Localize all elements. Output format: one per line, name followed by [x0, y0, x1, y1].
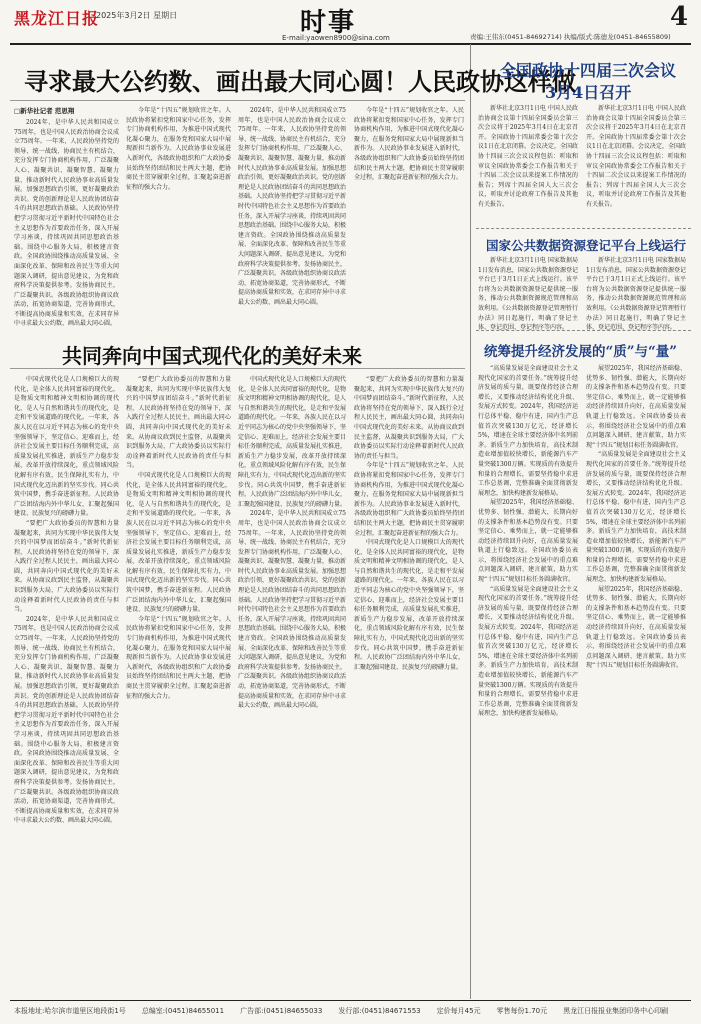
lead-body: 2024年，是中华人民共和国成立75周年，也是中国人民政治协商会议成立75周年。一年来，人民政协坚持党的领导、统一战线、协商民主有机结合，充分发挥专门协商机构作用，广泛凝聚人心、凝聚共识、凝聚智慧、凝聚力量，推动新时代人民政协事业高质量发展。加强思想政治引领，更好凝聚政治共识。党的创新理论是人民政协团结奋斗的共同思想政治基础。人民政协坚持把学习贯彻习近平新时代中国特色社会主义思想作为首要政治任务，深入开展学习座谈，持续巩固共同思想政治基础。围绕中心服务大局，积极建言资政。全国政协围绕推动高质量发展、全面深化改革、保障和改善民生等重大问题深入调研，提出意见建议，为党和政府科学决策提供参考。发扬协商民主，广泛凝聚共识。各级政协组织协商议政活动，拓宽协商渠道，完善协商形式，不断提高协商质量和实效，在求同存异中寻求最大公约数、画出最大同心圆。 [14, 119, 119, 328]
session-divider [476, 228, 691, 229]
registry-divider [476, 330, 691, 331]
footer-editorial-office: 总编室:(0451)84655011 [141, 1007, 225, 1015]
lead-rule [10, 100, 465, 101]
feature-body-extra: 2024年，是中华人民共和国成立75周年，也是中国人民政治协商会议成立75周年。一年来，人民政协坚持党的领导、统一战线、协商民主有机结合，充分发挥专门协商机构作用，广泛凝聚人心、凝聚共识、凝聚智慧、凝聚力量，推动新时代人民政协事业高质量发展。加强思想政治引领，更好凝聚政治共识。党的创新理论是人民政协团结奋斗的共同思想政治基础。人民政协坚持把学习贯彻习近平新时代中国特色社会主义思想作为首要政治任务，深入开展学习座谈，持续巩固共同思想政治基础。围绕中心服务大局，积极建言资政。全国政协围绕推动高质量发展、全面深化改革、保障和改善民生等重大问题深入调研，提出意见建议，为党和政府科学决策提供参考。发扬协商民主，广泛凝聚共识。各级政协组织协商议政活动，拓宽协商渠道，完善协商形式，不断提高协商质量和实效，在求同存异中寻求最大公约数、画出最大同心圆。 [14, 615, 119, 825]
section-title: 时事 [300, 8, 357, 38]
economy-column-1 [478, 364, 578, 994]
feature-body-col3: 中国式现代化是人口规模巨大的现代化，是全体人民共同富裕的现代化，是物质文明和精神文明相协调的现代化，是人与自然和谐共生的现代化，是走和平发展道路的现代化。一年来，各族人民在以习近平同志为核心的党中央坚强领导下，坚定信心、迎难而上，经济社会发展主要目标任务顺利完成，高质量发展扎实推进，新质生产力稳步发展，改革开放持续深化，重点领域风险化解有序有效，民生保障扎实有力，中国式现代化迈出新的坚实步伐。同心共筑中国梦，携手奋进新征程。人民政协广泛团结海内外中华儿女，汇聚起强国建设、民族复兴的磅礴力量。 [238, 376, 347, 508]
feature-body-col2: “要把广大政协委员的智慧和力量凝聚起来，共同为实现中华民族伟大复兴的中国梦而团结奋斗。”新时代新征程，人民政协将坚持在党的领导下，深入践行全过程人民民主，画出最大同心圆，共同奔向中国式现代化的美好未来。从协商议政到民主监督，从凝聚共识到服务大局，广大政协委员以实际行动诠释着新时代人民政协的责任与担当。 [126, 376, 231, 470]
footer-retail-price: 零售每份1.70元 [496, 1007, 548, 1015]
lead-column-1 [14, 106, 119, 336]
newspaper-logo: 黑龙江日报 [14, 9, 100, 28]
issue-date: 2025年3月2日 星期日 [96, 11, 178, 20]
footer-address: 本报地址:哈尔滨市道里区地段街1号 [14, 1007, 126, 1015]
feature-body-col2c: 今年是“十四五”规划收官之年。人民政协将紧扣党和国家中心任务，发挥专门协商机构作用，为推进中国式现代化凝心聚力，在服务党和国家大局中展现新担当新作为。人民政协事业发展进入新时代，各级政协组织和广大政协委员始终坚持团结和民主两大主题，把协商民主贯穿履职全过程，汇聚起奋进新征程的强大合力。 [126, 615, 231, 700]
session-column-1 [478, 104, 578, 224]
economy-body-extra: “高质量发展是全面建设社会主义现代化国家的首要任务。”统筹提升经济发展的质与量，既要保持经济合理增长，又要推动经济结构优化升级、发展方式转变。2024年，我国经济运行总体平稳、稳中有进，国内生产总值首次突破130万亿元，经济增长5%，增速在全球主要经济体中名列前茅。新质生产力加快培育，高技术制造业增加值较快增长，新能源汽车产量突破1300万辆。实现质的有效提升和量的合理增长，需要坚持稳中求进工作总基调，完整准确全面贯彻新发展理念，加快构建新发展格局。 [478, 585, 578, 718]
registry-column-2 [586, 256, 686, 332]
feature-body-col4: “要把广大政协委员的智慧和力量凝聚起来，共同为实现中华民族伟大复兴的中国梦而团结奋斗。”新时代新征程，人民政协将坚持在党的领导下，深入践行全过程人民民主，画出最大同心圆，共同奔向中国式现代化的美好未来。从协商议政到民主监督，从凝聚共识到服务大局，广大政协委员以实际行动诠释着新时代人民政协的责任与担当。 [354, 376, 464, 460]
lead-body-repeat: 2024年，是中华人民共和国成立75周年，也是中国人民政治协商会议成立75周年。一年来，人民政协坚持党的领导、统一战线、协商民主有机结合，充分发挥专门协商机构作用，广泛凝聚人心、凝聚共识、凝聚智慧、凝聚力量，推动新时代人民政协事业高质量发展。加强思想政治引领，更好凝聚政治共识。党的创新理论是人民政协团结奋斗的共同思想政治基础。人民政协坚持把学习贯彻习近平新时代中国特色社会主义思想作为首要政治任务，深入开展学习座谈，持续巩固共同思想政治基础。围绕中心服务大局，积极建言资政。全国政协围绕推动高质量发展、全面深化改革、保障和改善民生等重大问题深入调研，提出意见建议，为党和政府科学决策提供参考。发扬协商民主，广泛凝聚共识。各级政协组织协商议政活动，拓宽协商渠道，完善协商形式，不断提高协商质量和实效，在求同存异中寻求最大公约数、画出最大同心圆。 [238, 107, 347, 306]
economy-body: “高质量发展是全面建设社会主义现代化国家的首要任务。”统筹提升经济发展的质与量，既要保持经济合理增长，又要推动经济结构优化升级、发展方式转变。2024年，我国经济运行总体平稳、稳中有进，国内生产总值首次突破130万亿元，经济增长5%，增速在全球主要经济体中名列前茅。新质生产力加快培育，高技术制造业增加值较快增长，新能源汽车产量突破1300万辆。实现质的有效提升和量的合理增长，需要坚持稳中求进工作总基调，完整准确全面贯彻新发展理念，加快构建新发展格局。 [478, 365, 578, 497]
session-headline-line1: 全国政协十四届三次会议 [500, 61, 677, 80]
footer-rule [10, 1000, 691, 1001]
lead-byline: □新华社记者 范思翔 [14, 107, 75, 115]
feature-body-col4c: 中国式现代化是人口规模巨大的现代化，是全体人民共同富裕的现代化，是物质文明和精神文明相协调的现代化，是人与自然和谐共生的现代化，是走和平发展道路的现代化。一年来，各族人民在以习近平同志为核心的党中央坚强领导下，坚定信心、迎难而上，经济社会发展主要目标任务顺利完成，高质量发展扎实推进，新质生产力稳步发展，改革开放持续深化，重点领域风险化解有序有效，民生保障扎实有力，中国式现代化迈出新的坚实步伐。同心共筑中国梦，携手奋进新征程。人民政协广泛团结海内外中华儿女，汇聚起强国建设、民族复兴的磅礴力量。 [354, 539, 464, 671]
masthead [0, 0, 701, 42]
footer-printer: 黑龙江日报报业集团印务中心印刷 [563, 1007, 669, 1015]
economy-body-col2b: “高质量发展是全面建设社会主义现代化国家的首要任务。”统筹提升经济发展的质与量，既要保持经济合理增长，又要推动经济结构优化升级、发展方式转变。2024年，我国经济运行总体平稳、稳中有进，国内生产总值首次突破130万亿元，经济增长5%，增速在全球主要经济体中名列前茅。新质生产力加快培育，高技术制造业增加值较快增长，新能源汽车产量突破1300万辆。实现质的有效提升和量的合理增长，需要坚持稳中求进工作总基调，完整准确全面贯彻新发展理念，加快构建新发展格局。 [586, 451, 686, 584]
feature-body-col2b: 中国式现代化是人口规模巨大的现代化，是全体人民共同富裕的现代化，是物质文明和精神文明相协调的现代化，是人与自然和谐共生的现代化，是走和平发展道路的现代化。一年来，各族人民在以习近平同志为核心的党中央坚强领导下，坚定信心、迎难而上，经济社会发展主要目标任务顺利完成，高质量发展扎实推进，新质生产力稳步发展，改革开放持续深化，重点领域风险化解有序有效，民生保障扎实有力，中国式现代化迈出新的坚实步伐。同心共筑中国梦，携手奋进新征程。人民政协广泛团结海内外中华儿女，汇聚起强国建设、民族复兴的磅礴力量。 [126, 471, 231, 614]
feature-headline: 共同奔向中国式现代化的美好未来 [62, 344, 362, 368]
lead-headline: 寻求最大公约数、画出最大同心圆！人民政协这样做 [24, 67, 576, 96]
contact-email: E-mail:yaowen8900@sina.com [282, 34, 390, 42]
footer [14, 1006, 691, 1016]
feature-column-1 [14, 375, 119, 995]
footer-distribution: 发行部:(0451)84671553 [338, 1007, 421, 1015]
lead-body-repeat-2: 今年是“十四五”规划收官之年。人民政协将紧扣党和国家中心任务，发挥专门协商机构作用，为推进中国式现代化凝心聚力，在服务党和国家大局中展现新担当新作为。人民政协事业发展进入新时代，各级政协组织和广大政协委员始终坚持团结和民主两大主题，把协商民主贯穿履职全过程，汇聚起奋进新征程的强大合力。 [354, 107, 464, 182]
feature-body: 中国式现代化是人口规模巨大的现代化，是全体人民共同富裕的现代化，是物质文明和精神文明相协调的现代化，是人与自然和谐共生的现代化，是走和平发展道路的现代化。一年来，各族人民在以习近平同志为核心的党中央坚强领导下，坚定信心、迎难而上，经济社会发展主要目标任务顺利完成，高质量发展扎实推进，新质生产力稳步发展，改革开放持续深化，重点领域风险化解有序有效，民生保障扎实有力，中国式现代化迈出新的坚实步伐。同心共筑中国梦，携手奋进新征程。人民政协广泛团结海内外中华儿女，汇聚起强国建设、民族复兴的磅礴力量。 [14, 376, 119, 518]
lead-column-4 [354, 106, 464, 336]
registry-headline: 国家公共数据资源登记平台上线运行 [486, 238, 687, 253]
feature-rule [10, 368, 465, 369]
registry-column-1 [478, 256, 578, 332]
feature-body-col4b: 今年是“十四五”规划收官之年。人民政协将紧扣党和国家中心任务，发挥专门协商机构作用，为推进中国式现代化凝心聚力，在服务党和国家大局中展现新担当新作为。人民政协事业发展进入新时代，各级政协组织和广大政协委员始终坚持团结和民主两大主题，把协商民主贯穿履职全过程，汇聚起奋进新征程的强大合力。 [354, 462, 464, 537]
registry-body-continued: 新华社北京3月1日电 国家数据局1日发布消息，国家公共数据资源登记平台已于3月1日正式上线运行。该平台将为公共数据资源登记提供统一服务，推动公共数据资源规范管理和高效利用。《公共数据资源登记管理暂行办法》同日起施行，明确了登记主体、登记范围、登记程序等内容。 [586, 257, 686, 332]
economy-column-2 [586, 364, 686, 994]
session-column-2 [586, 104, 686, 224]
page-number: 4 [670, 2, 689, 32]
column-divider [470, 44, 471, 999]
registry-body: 新华社北京3月1日电 国家数据局1日发布消息，国家公共数据资源登记平台已于3月1日正式上线运行。该平台将为公共数据资源登记提供统一服务，推动公共数据资源规范管理和高效利用。《公共数据资源登记管理暂行办法》同日起施行，明确了登记主体、登记范围、登记程序等内容。 [478, 257, 578, 332]
footer-monthly-price: 定价每月45元 [436, 1007, 481, 1015]
lead-column-2 [126, 106, 231, 336]
economy-body-col2: 展望2025年，我国经济基础稳、优势多、韧性强、潜能大，长期向好的支撑条件和基本趋势没有变。只要坚定信心、乘势而上，就一定能够推动经济持续回升向好，在高质量发展轨道上行稳致远。全国政协委员表示，将围绕经济社会发展中的重点难点问题深入调研、建言献策，助力实现“十四五”规划目标任务圆满收官。 [586, 365, 686, 449]
lead-body-continued: 今年是“十四五”规划收官之年。人民政协将紧扣党和国家中心任务，发挥专门协商机构作用，为推进中国式现代化凝心聚力，在服务党和国家大局中展现新担当新作为。人民政协事业发展进入新时代，各级政协组织和广大政协委员始终坚持团结和民主两大主题，把协商民主贯穿履职全过程，汇聚起奋进新征程的强大合力。 [126, 107, 231, 191]
feature-body-col3b: 2024年，是中华人民共和国成立75周年，也是中国人民政治协商会议成立75周年。一年来，人民政协坚持党的领导、统一战线、协商民主有机结合，充分发挥专门协商机构作用，广泛凝聚人心、凝聚共识、凝聚智慧、凝聚力量，推动新时代人民政协事业高质量发展。加强思想政治引领，更好凝聚政治共识。党的创新理论是人民政协团结奋斗的共同思想政治基础。人民政协坚持把学习贯彻习近平新时代中国特色社会主义思想作为首要政治任务，深入开展学习座谈，持续巩固共同思想政治基础。围绕中心服务大局，积极建言资政。全国政协围绕推动高质量发展、全面深化改革、保障和改善民生等重大问题深入调研，提出意见建议，为党和政府科学决策提供参考。发扬协商民主，广泛凝聚共识。各级政协组织协商议政活动，拓宽协商渠道，完善协商形式，不断提高协商质量和实效，在求同存异中寻求最大公约数、画出最大同心圆。 [238, 510, 347, 710]
session-body: 新华社北京3月1日电 中国人民政治协商会议第十四届全国委员会第三次会议将于2025年3月4日在北京召开。全国政协十四届常委会第十次会议1日在北京闭幕。会议决定，全国政协十四届三次会议议程包括：听取和审议全国政协常委会工作报告和关于十四届二次会议以来提案工作情况的报告；列席十四届全国人大三次会议，听取并讨论政府工作报告及其他有关报告。 [478, 105, 578, 208]
session-body-continued: 新华社北京3月1日电 中国人民政治协商会议第十四届全国委员会第三次会议将于2025年3月4日在北京召开。全国政协十四届常委会第十次会议1日在北京闭幕。会议决定，全国政协十四届三次会议议程包括：听取和审议全国政协常委会工作报告和关于十四届二次会议以来提案工作情况的报告；列席十四届全国人大三次会议，听取并讨论政府工作报告及其他有关报告。 [586, 105, 686, 208]
economy-body-continued: 展望2025年，我国经济基础稳、优势多、韧性强、潜能大，长期向好的支撑条件和基本趋势没有变。只要坚定信心、乘势而上，就一定能够推动经济持续回升向好，在高质量发展轨道上行稳致远。全国政协委员表示，将围绕经济社会发展中的重点难点问题深入调研、建言献策，助力实现“十四五”规划目标任务圆满收官。 [478, 499, 578, 584]
footer-ad-department: 广告部:(0451)84655033 [240, 1007, 323, 1015]
economy-body-col2c: 展望2025年，我国经济基础稳、优势多、韧性强、潜能大，长期向好的支撑条件和基本趋势没有变。只要坚定信心、乘势而上，就一定能够推动经济持续回升向好，在高质量发展轨道上行稳致远。全国政协委员表示，将围绕经济社会发展中的重点难点问题深入调研、建言献策，助力实现“十四五”规划目标任务圆满收官。 [586, 585, 686, 670]
economy-headline: 统筹提升经济发展的“质”与“量” [484, 344, 678, 360]
feature-column-2 [126, 375, 231, 995]
feature-body-continued: “要把广大政协委员的智慧和力量凝聚起来，共同为实现中华民族伟大复兴的中国梦而团结奋斗。”新时代新征程，人民政协将坚持在党的领导下，深入践行全过程人民民主，画出最大同心圆，共同奔向中国式现代化的美好未来。从协商议政到民主监督，从凝聚共识到服务大局，广大政协委员以实际行动诠释着新时代人民政协的责任与担当。 [14, 519, 119, 614]
feature-column-3 [238, 375, 346, 995]
session-headline-line2: 3月4日召开 [545, 83, 632, 102]
lead-column-3 [238, 106, 346, 336]
editor-credits: 责编:王伟东(0451-84692714) 执编/版式:陈德龙(0451-84655809) [470, 33, 671, 41]
masthead-rule [10, 43, 691, 45]
feature-column-4 [354, 375, 464, 995]
